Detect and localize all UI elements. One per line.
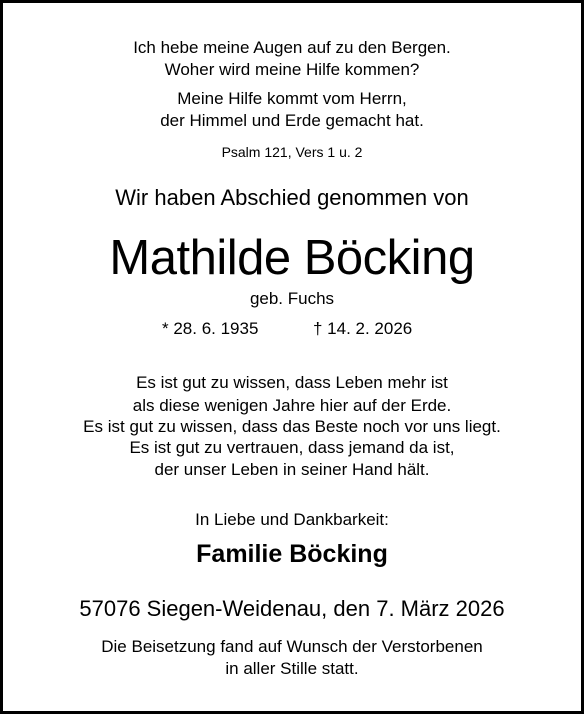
verse-line-2: Woher wird meine Hilfe kommen? xyxy=(164,60,420,79)
intro-text: Wir haben Abschied genommen von xyxy=(115,185,469,210)
burial-line-1: Die Beisetzung fand auf Wunsch der Verstorbenen xyxy=(101,637,483,656)
birth-date: * 28. 6. 1935 xyxy=(162,319,259,338)
verse-line-1: Ich hebe meine Augen auf zu den Bergen. xyxy=(133,38,451,57)
verse-line-3: Meine Hilfe kommt vom Herrn, xyxy=(177,89,407,108)
poem-line-5: der unser Leben in seiner Hand hält. xyxy=(154,460,430,479)
closing-text: In Liebe und Dankbarkeit: xyxy=(195,510,389,529)
poem-line-4: Es ist gut zu vertrauen, dass jemand da ist, xyxy=(129,438,455,457)
maiden-name: geb. Fuchs xyxy=(249,289,335,308)
poem-line-3: Es ist gut zu wissen, dass das Beste noch vor uns liegt. xyxy=(83,417,501,436)
death-date: † 14. 2. 2026 xyxy=(313,319,413,338)
verse-line-4: der Himmel und Erde gemacht hat. xyxy=(160,111,424,130)
place-and-date: 57076 Siegen-Weidenau, den 7. März 2026 xyxy=(79,596,505,621)
poem-line-2: als diese wenigen Jahre hier auf der Erde. xyxy=(132,396,452,415)
poem-line-1: Es ist gut zu wissen, dass Leben mehr ist xyxy=(136,373,448,392)
family-name: Familie Böcking xyxy=(196,540,388,568)
burial-line-2: in aller Stille statt. xyxy=(225,659,359,678)
deceased-name: Mathilde Böcking xyxy=(109,231,475,285)
verse-source: Psalm 121, Vers 1 u. 2 xyxy=(221,144,363,160)
